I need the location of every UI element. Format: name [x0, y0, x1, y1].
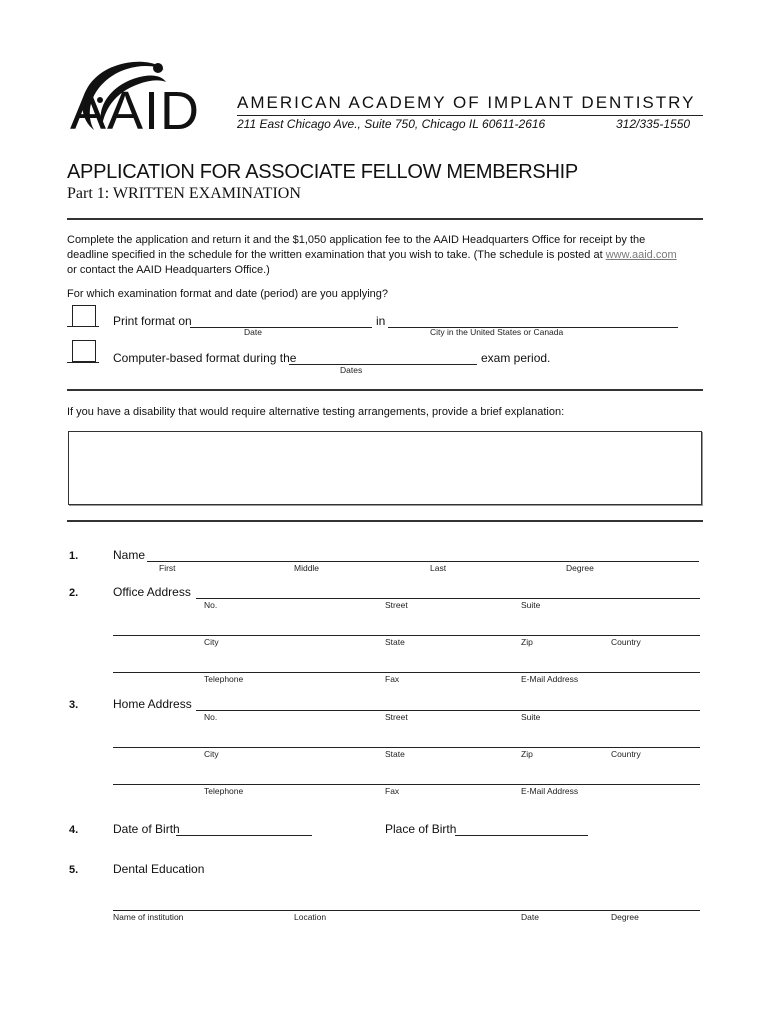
office-state-caption: State: [385, 637, 405, 647]
home-street-caption: Street: [385, 712, 408, 722]
disability-divider: [67, 520, 703, 522]
place-of-birth-line[interactable]: [455, 835, 588, 836]
office-line-1[interactable]: [196, 598, 700, 599]
aaid-logo: [66, 56, 224, 140]
office-street-caption: Street: [385, 600, 408, 610]
office-line-2[interactable]: [113, 635, 700, 636]
print-city-caption: City in the United States or Canada: [430, 327, 564, 337]
institution-caption: Name of institution: [113, 912, 184, 922]
disability-textarea[interactable]: [68, 431, 702, 505]
date-of-birth-line[interactable]: [176, 835, 312, 836]
intro-line-2-text: deadline specified in the schedule for the written examination that you wish to take. (The schedule is posted at: [67, 249, 606, 261]
org-name: AMERICAN ACADEMY OF IMPLANT DENTISTRY: [237, 93, 696, 112]
intro-line-3: or contact the AAID Headquarters Office.): [67, 264, 270, 276]
print-date-line[interactable]: [190, 327, 372, 328]
page-title: APPLICATION FOR ASSOCIATE FELLOW MEMBERSHIP: [67, 161, 578, 183]
name-first-caption: First: [159, 563, 176, 573]
exam-divider: [67, 389, 703, 391]
print-format-checkbox[interactable]: [72, 305, 96, 327]
home-line-2[interactable]: [113, 747, 700, 748]
section-2-number: 2.: [69, 587, 79, 599]
disability-prompt: If you have a disability that would require alternative testing arrangements, provide a brief explanation:: [67, 406, 565, 418]
dental-education-label: Dental Education: [113, 862, 205, 876]
computer-dates-line[interactable]: [289, 364, 477, 365]
office-address-label: Office Address: [113, 585, 191, 599]
page-subtitle: Part 1: WRITTEN EXAMINATION: [67, 185, 301, 202]
intro-line-2: [67, 248, 707, 263]
logo-text: AAID: [70, 81, 201, 141]
title-divider: [67, 218, 703, 220]
home-fax-caption: Fax: [385, 786, 400, 796]
aaid-website-link[interactable]: www.aaid.com: [605, 249, 677, 261]
office-country-caption: Country: [611, 637, 641, 647]
home-zip-caption: Zip: [521, 749, 533, 759]
name-last-caption: Last: [430, 563, 447, 573]
education-date-caption: Date: [521, 912, 539, 922]
office-line-3[interactable]: [113, 672, 700, 673]
home-suite-caption: Suite: [521, 712, 541, 722]
section-5-number: 5.: [69, 864, 79, 876]
home-no-caption: No.: [204, 712, 218, 722]
office-city-caption: City: [204, 637, 219, 647]
section-1-number: 1.: [69, 550, 79, 562]
section-4-number: 4.: [69, 824, 79, 836]
office-email-caption: E-Mail Address: [521, 674, 579, 684]
place-of-birth-label: Place of Birth: [385, 822, 457, 836]
org-divider: [237, 115, 703, 116]
location-caption: Location: [294, 912, 327, 922]
home-state-caption: State: [385, 749, 405, 759]
office-suite-caption: Suite: [521, 600, 541, 610]
date-of-birth-label: Date of Birth: [113, 822, 180, 836]
education-degree-caption: Degree: [611, 912, 639, 922]
dental-education-line[interactable]: [113, 910, 700, 911]
home-address-label: Home Address: [113, 697, 192, 711]
org-address: 211 East Chicago Ave., Suite 750, Chicago IL 60611-2616: [237, 117, 546, 131]
office-no-caption: No.: [204, 600, 218, 610]
office-fax-caption: Fax: [385, 674, 400, 684]
print-checkbox-underline: [67, 326, 99, 327]
computer-format-checkbox[interactable]: [72, 340, 96, 362]
print-format-label: Print format on: [113, 314, 192, 328]
name-line[interactable]: [147, 561, 699, 562]
name-middle-caption: Middle: [294, 563, 320, 573]
print-in-label: in: [376, 314, 386, 328]
computer-checkbox-underline: [67, 362, 99, 363]
office-telephone-caption: Telephone: [204, 674, 244, 684]
home-line-1[interactable]: [196, 710, 700, 711]
computer-dates-caption: Dates: [340, 365, 363, 375]
home-city-caption: City: [204, 749, 219, 759]
exam-question: For which examination format and date (period) are you applying?: [67, 288, 389, 300]
intro-line-1: Complete the application and return it and the $1,050 application fee to the AAID Headquarters Office for receipt by the: [67, 234, 646, 246]
home-line-3[interactable]: [113, 784, 700, 785]
office-zip-caption: Zip: [521, 637, 533, 647]
home-country-caption: Country: [611, 749, 641, 759]
org-phone: 312/335-1550: [616, 117, 691, 131]
print-date-caption: Date: [244, 327, 262, 337]
computer-format-label: Computer-based format during the: [113, 351, 297, 365]
intro-paragraph: [67, 233, 707, 278]
name-degree-caption: Degree: [566, 563, 594, 573]
computer-format-suffix: exam period.: [481, 351, 551, 365]
name-label: Name: [113, 548, 146, 562]
home-email-caption: E-Mail Address: [521, 786, 579, 796]
home-telephone-caption: Telephone: [204, 786, 244, 796]
section-3-number: 3.: [69, 699, 79, 711]
